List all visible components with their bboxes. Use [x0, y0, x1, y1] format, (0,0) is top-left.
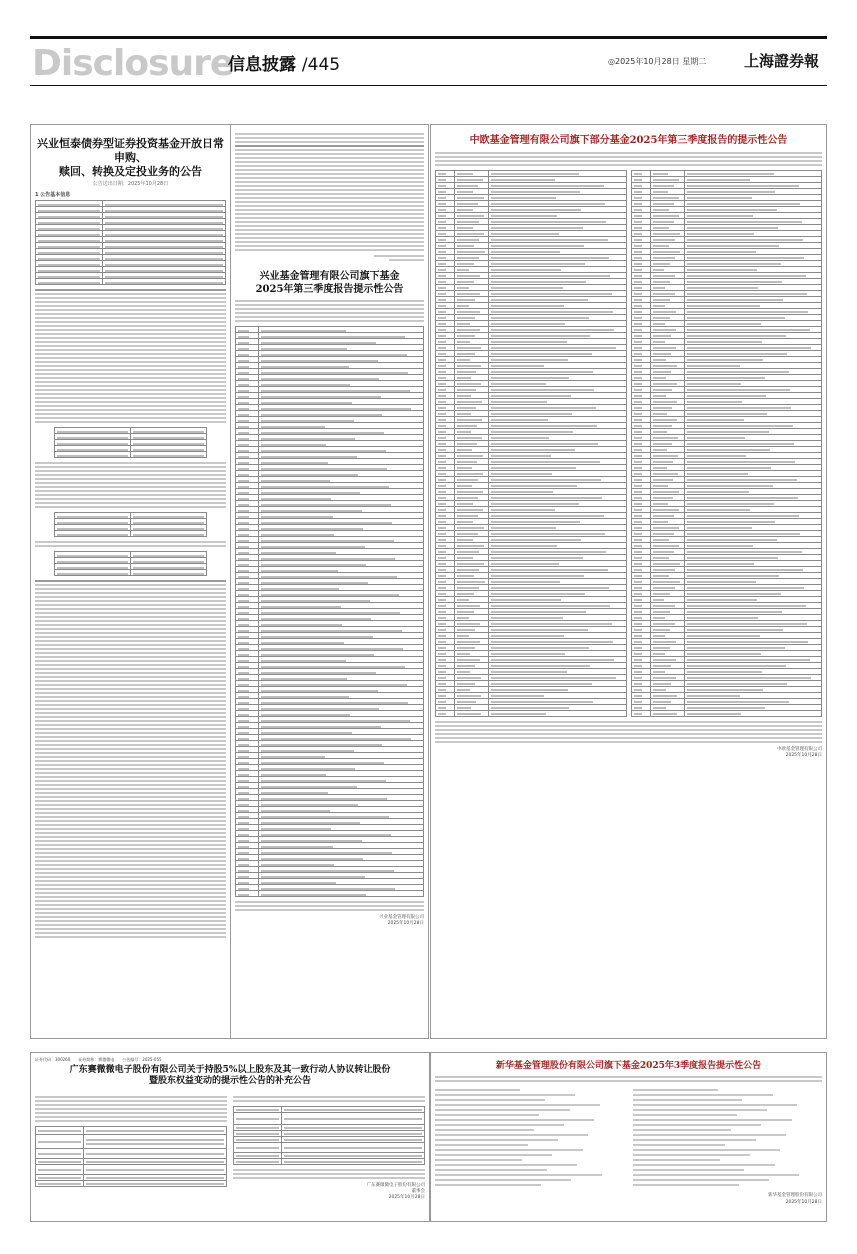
list-item: [435, 1139, 558, 1141]
list-item: [435, 1179, 571, 1181]
list-item: [633, 1179, 769, 1181]
article-title-line1: 兴业恒泰债券型证券投资基金开放日常申购、: [37, 137, 224, 164]
list-item: [633, 1129, 732, 1131]
body-text-block-1: [35, 289, 226, 423]
newspaper-name: 上海證券報: [744, 52, 820, 70]
article-guangdong-saiwei: [30, 1052, 430, 1222]
list-item: [633, 1139, 756, 1141]
fund-list-right: [633, 1086, 823, 1189]
right-intro-text: [233, 1096, 425, 1102]
list-item: [435, 1154, 552, 1156]
article-signature: [235, 915, 424, 928]
article-body: [35, 1092, 425, 1202]
list-item: [435, 1164, 577, 1166]
signature-company: 中欧基金管理有限公司: [777, 746, 822, 752]
article-xingye-q3: [231, 124, 429, 1039]
signature-date: 2025年10月28日: [785, 752, 822, 758]
article-title-line2: 暨股东权益变动的提示性公告的补充公告: [148, 1076, 311, 1087]
table-row: [631, 710, 822, 716]
page-number: /445: [301, 55, 341, 75]
list-item: [633, 1169, 745, 1171]
intro-text: [35, 1096, 227, 1122]
masthead-top-rule: [30, 36, 827, 39]
fund-list-table: [235, 326, 424, 897]
disclosure-logo: Disclosure: [32, 43, 234, 84]
list-item: [633, 1134, 786, 1136]
masthead: [30, 36, 827, 88]
list-item: [633, 1104, 798, 1106]
list-item: [633, 1099, 743, 1101]
list-item: [633, 1094, 773, 1096]
fee-table-2: [54, 512, 207, 537]
list-item: [435, 1124, 564, 1126]
fund-list-left: [435, 1086, 625, 1189]
stock-name: 证券简称：赛微微电: [78, 1057, 115, 1062]
stock-code: 证券代码：300260: [35, 1057, 71, 1062]
list-item: [435, 1134, 588, 1136]
article-title-line1: 兴业基金管理有限公司旗下基金: [259, 271, 400, 282]
article-xingye-hengtai: [30, 124, 231, 1039]
closing-text: [235, 901, 424, 911]
continued-text-block: [235, 133, 424, 251]
body-text-block-3: [35, 541, 226, 547]
right-closing-text: [233, 1169, 425, 1179]
list-item: [633, 1184, 739, 1186]
list-item: [435, 1169, 547, 1171]
notice-number: 公告编号：2025-055: [122, 1057, 162, 1062]
shareholding-table-right: [233, 1106, 425, 1165]
list-item: [435, 1159, 522, 1161]
intro-text: [435, 1076, 822, 1082]
continued-signature: [235, 255, 424, 261]
list-item: [633, 1149, 781, 1151]
closing-text: [435, 721, 822, 743]
signature-date: 2025年10月28日: [785, 1199, 822, 1205]
list-item: [633, 1119, 792, 1121]
list-item: [435, 1104, 600, 1106]
article-title-line2: 赎回、转换及定投业务的公告: [59, 164, 202, 178]
list-item: [435, 1184, 541, 1186]
signature-company: 兴业基金管理有限公司: [379, 915, 424, 920]
section-title: [228, 50, 340, 75]
article-title: 新华基金管理股份有限公司旗下基金2025年3季度报告提示性公告: [495, 1061, 762, 1071]
list-item: [633, 1124, 762, 1126]
body-text-block-4: [35, 580, 226, 938]
list-item: [633, 1144, 726, 1146]
article-title: [235, 271, 424, 296]
article-zhongou-q3: [430, 124, 827, 1039]
signature-company: 新华基金管理股份有限公司: [768, 1193, 822, 1199]
list-item: [435, 1109, 570, 1111]
signature-date: 2025年10月28日: [388, 1195, 425, 1201]
list-item: [435, 1089, 520, 1091]
article-signature: [435, 747, 822, 760]
fee-table-1: [54, 427, 207, 458]
article-signature: [233, 1183, 425, 1202]
list-item: [633, 1154, 750, 1156]
intro-text: [235, 300, 424, 322]
list-item: [633, 1174, 800, 1176]
fund-list-table-right: [631, 170, 823, 717]
list-item: [633, 1109, 768, 1111]
section-name: 信息披露: [228, 55, 296, 75]
article-title: [35, 1065, 425, 1088]
article-title: [35, 137, 226, 178]
signature-date: 2025年10月28日: [387, 921, 424, 927]
fund-list-table-left: [435, 170, 627, 717]
signature-company: 广东赛微微电子股份有限公司: [366, 1182, 425, 1188]
fund-list: [435, 1086, 822, 1189]
stock-info-line: [35, 1057, 425, 1063]
list-item: [633, 1114, 737, 1116]
body-text-block-2: [35, 462, 226, 508]
table-row: [436, 710, 627, 716]
fee-table-3: [54, 551, 207, 576]
list-item: [435, 1129, 534, 1131]
article-xinhua-q3: [430, 1052, 827, 1222]
intro-text: [435, 152, 822, 166]
article-signature: [435, 1193, 822, 1206]
article-title-line2: 2025年第三季度报告提示性公告: [255, 283, 404, 295]
list-item: [633, 1159, 720, 1161]
shareholding-table-left: [35, 1126, 227, 1187]
article-subtitle: 公告送出日期：2025年10月28日: [92, 181, 169, 188]
list-item: [435, 1114, 539, 1116]
article-title: 中欧基金管理有限公司旗下部分基金2025年第三季度报告的提示性公告: [469, 135, 788, 146]
list-item: [435, 1149, 583, 1151]
list-item: [435, 1174, 602, 1176]
section-heading: 1 公告基本信息: [35, 192, 71, 199]
masthead-bottom-rule: [30, 85, 827, 86]
basic-info-table: [35, 200, 226, 285]
table-row: [236, 891, 424, 897]
issue-date: ◎2025年10月28日 星期二: [608, 57, 707, 66]
list-item: [435, 1144, 528, 1146]
list-item: [435, 1094, 575, 1096]
fund-tables: [435, 170, 822, 717]
list-item: [435, 1099, 545, 1101]
list-item: [435, 1119, 594, 1121]
list-item: [633, 1089, 718, 1091]
signature-board: 董事会: [411, 1188, 425, 1194]
list-item: [633, 1164, 775, 1166]
article-title-line1: 广东赛微微电子股份有限公司关于持股5%以上股东及其一致行动人协议转让股份: [69, 1065, 391, 1075]
